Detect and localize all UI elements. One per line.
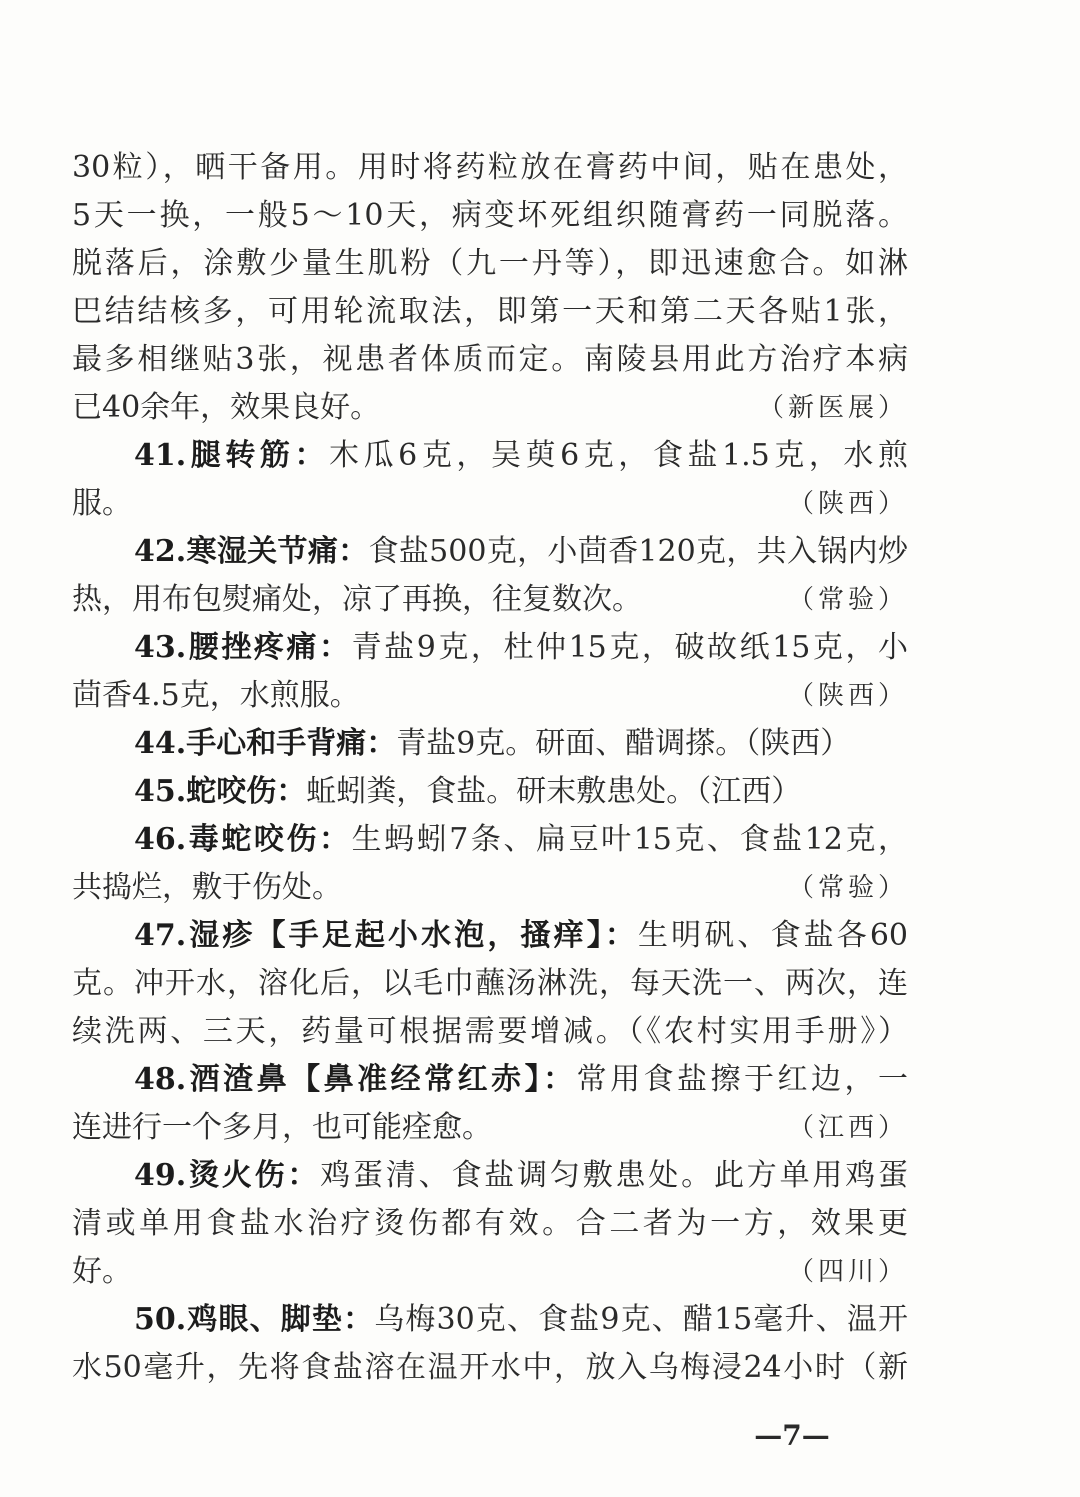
- entry-41-line-2: 服。: [72, 486, 132, 521]
- entry-49-line-2: 清或单用食盐水治疗烫伤都有效。合二者为一方，效果更: [72, 1206, 908, 1241]
- entry-48: [134, 1057, 908, 1103]
- source-citation: （四川）: [787, 1257, 908, 1287]
- entry-heading: 46.毒蛇咬伤：: [134, 822, 352, 857]
- entry-41: [134, 433, 908, 479]
- entry-text: 生蚂蚓7条、扁豆叶15克、食盐12克，: [351, 822, 908, 857]
- entry-45: [134, 769, 908, 815]
- source-citation: （新医展）: [757, 393, 908, 423]
- text-line: 30粒），晒干备用。用时将药粒放在膏药中间，贴在患处，: [72, 150, 908, 185]
- entry-text: 鸡蛋清、食盐调匀敷患处。此方单用鸡蛋: [320, 1158, 908, 1193]
- entry-49: [134, 1153, 908, 1199]
- entry-text: 常用食盐擦于红边，一: [576, 1062, 908, 1097]
- source-citation: （江西）: [787, 1113, 908, 1143]
- entry-43-line-2: 茴香4.5克，水煎服。: [72, 678, 360, 713]
- entry-text: 木瓜6克，吴萸6克，食盐1.5克，水煎: [329, 438, 908, 473]
- entry-46-line-2: 共捣烂，敷于伤处。: [72, 870, 342, 905]
- source-citation: （陕西）: [787, 681, 908, 711]
- entry-heading: 44.手心和手背痛：: [134, 726, 397, 761]
- entry-49-line-3: 好。: [72, 1254, 132, 1289]
- entry-heading: 42.寒湿关节痛：: [134, 534, 369, 569]
- entry-heading: 49.烫火伤：: [134, 1158, 321, 1193]
- entry-42: [134, 529, 908, 575]
- entry-47-line-3: 续洗两、三天，药量可根据需要增减。（《农村实用手册》）: [72, 1014, 908, 1049]
- entry-text: 青盐9克。研面、醋调搽。（陕西）: [396, 726, 851, 761]
- entry-heading: 43.腰挫疼痛：: [134, 630, 352, 665]
- entry-text: 生明矾、食盐各60: [637, 918, 908, 953]
- page-number: —7—: [754, 1419, 830, 1452]
- entry-48-line-2: 连进行一个多月，也可能痊愈。: [72, 1110, 492, 1145]
- entry-47: [134, 913, 908, 959]
- entry-42-line-2: 热，用布包熨痛处，凉了再换，往复数次。: [72, 582, 642, 617]
- text-line: 脱落后，涂敷少量生肌粉（九一丹等），即迅速愈合。如淋: [72, 246, 908, 281]
- entry-text: 乌梅30克、食盐9克、醋15毫升、温开: [374, 1302, 908, 1337]
- entry-50-line-2: 水50毫升，先将食盐溶在温开水中，放入乌梅浸24小时（新: [72, 1350, 908, 1385]
- text-line: 最多相继贴3张，视患者体质而定。南陵县用此方治疗本病: [72, 342, 908, 377]
- entry-text: 食盐500克，小茴香120克，共入锅内炒: [368, 534, 908, 569]
- entry-heading: 41.腿转筋：: [134, 438, 330, 473]
- entry-heading: 48.酒渣鼻【鼻准经常红赤】：: [134, 1062, 577, 1097]
- entry-47-line-2: 克。冲开水，溶化后，以毛巾蘸汤淋洗，每天洗一、两次，连: [72, 966, 908, 1001]
- text-line: 已40余年，效果良好。: [72, 390, 381, 425]
- source-citation: （常验）: [787, 873, 908, 903]
- entry-46: [134, 817, 908, 863]
- entry-text: 青盐9克，杜仲15克，破故纸15克，小: [351, 630, 908, 665]
- entry-50: [134, 1297, 908, 1343]
- entry-heading: 50.鸡眼、脚垫：: [134, 1302, 375, 1337]
- text-line: 巴结结核多，可用轮流取法，即第一天和第二天各贴1张，: [72, 294, 908, 329]
- entry-44: [134, 721, 908, 767]
- entry-43: [134, 625, 908, 671]
- text-line: 5天一换，一般5～10天，病变坏死组织随膏药一同脱落。: [72, 198, 908, 233]
- entry-heading: 45.蛇咬伤：: [134, 774, 307, 809]
- source-citation: （陕西）: [787, 489, 908, 519]
- entry-heading: 47.湿疹【手足起小水泡，搔痒】：: [134, 918, 638, 953]
- entry-text: 蚯蚓粪，食盐。研末敷患处。（江西）: [306, 774, 802, 809]
- source-citation: （常验）: [787, 585, 908, 615]
